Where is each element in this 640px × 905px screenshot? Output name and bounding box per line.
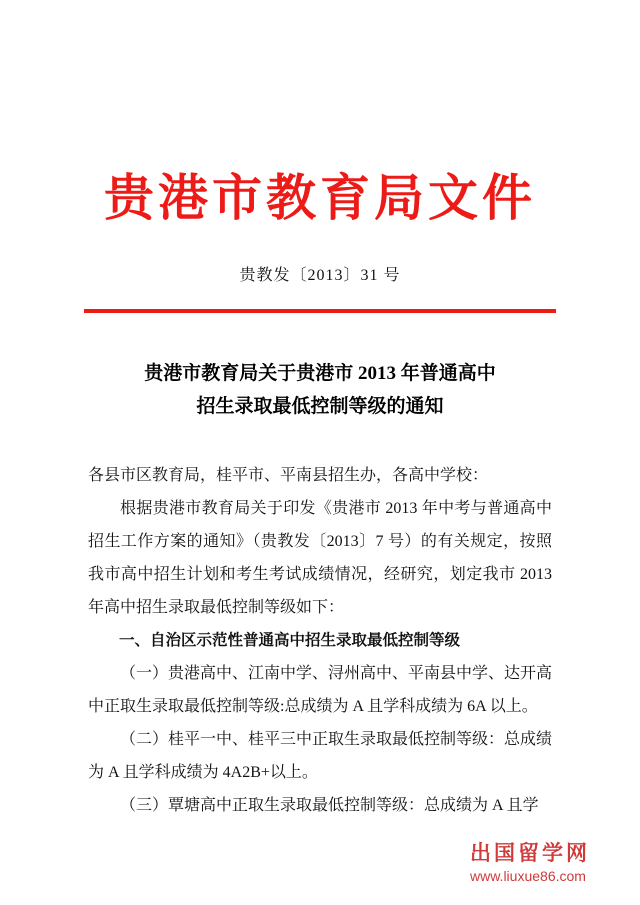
- paragraph-item-2: （二）桂平一中、桂平三中正取生录取最低控制等级：总成绩为 A 且学科成绩为 4A2B+以上。: [88, 731, 553, 781]
- watermark-site-name: 出国留学网: [470, 842, 590, 866]
- document-number: 贵教发〔2013〕31 号: [239, 267, 401, 284]
- paragraph-item-1: （一）贵港高中、江南中学、浔州高中、平南县中学、达开高中正取生录取最低控制等级:总成绩为 A 且学科成绩为 6A 以上。: [88, 665, 553, 715]
- salutation-line: 各县市区教育局，桂平市、平南县招生办，各高中学校：: [88, 467, 489, 484]
- watermark-site-url: www.liuxue86.com: [470, 868, 586, 885]
- document-title-line2: 招生录取最低控制等级的通知: [196, 396, 444, 417]
- section-heading: 一、自治区示范性普通高中招生录取最低控制等级: [119, 632, 461, 649]
- document-body: [88, 459, 552, 822]
- red-separator-line: [84, 309, 556, 313]
- agency-header-title: 贵港市教育局文件: [104, 170, 536, 226]
- paragraph-intro: 根据贵港市教育局关于印发《贵港市 2013 年中考与普通高中招生工作方案的通知》（贵教发〔2013〕7 号）的有关规定，按照我市高中招生计划和考生考试成绩情况，经研究，划定我市 2013 年高中招生录取最低控制等级如下：: [88, 500, 552, 616]
- document-title: [0, 357, 640, 423]
- paragraph-item-3: （三）覃塘高中正取生录取最低控制等级：总成绩为 A 且学: [120, 797, 539, 814]
- watermark: [470, 841, 590, 885]
- document-title-line1: 贵港市教育局关于贵港市 2013 年普通高中: [144, 363, 496, 384]
